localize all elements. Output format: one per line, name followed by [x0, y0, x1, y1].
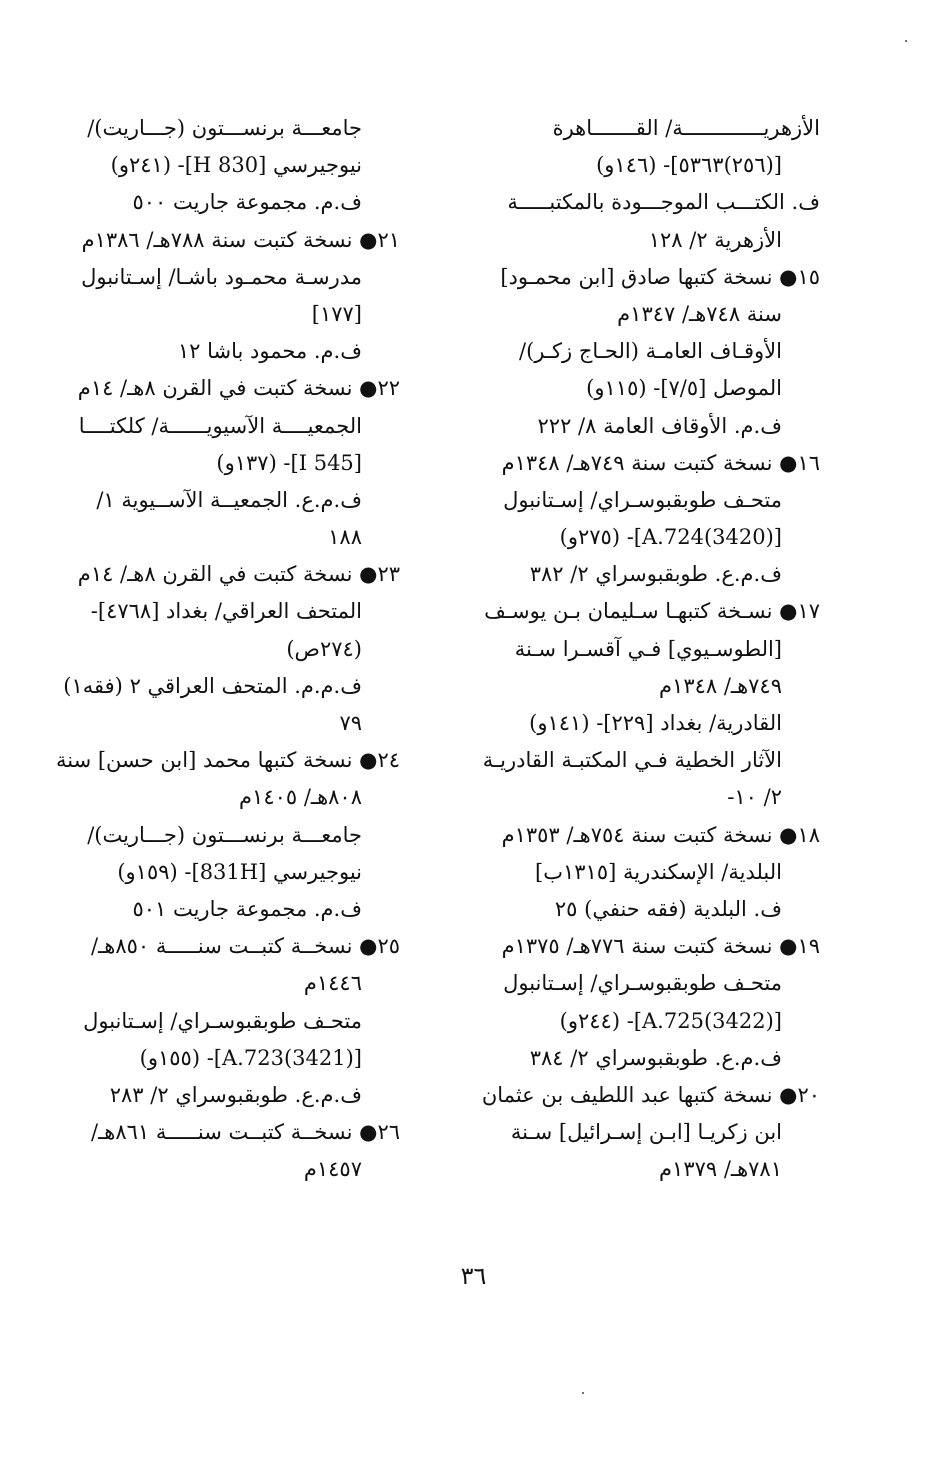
entry-detail-line: ١٤٥٧م	[303, 1157, 362, 1182]
entry-detail-line: سنة ٧٤٨هـ/ ١٣٤٧م	[617, 301, 782, 326]
entry-detail-line: جامعـــة برنســـتون (جـــاريت)/	[87, 822, 362, 847]
entry-detail-line: ف.م.ع. طوبقبوسراي ٢/ ٢٨٣	[109, 1082, 362, 1107]
entry-detail-line: الأزهرية ٢/ ١٢٨	[648, 227, 782, 252]
entry-detail-line: ف.م.ع. الجمعيــة الآســيوية ١/	[96, 487, 362, 512]
entry-detail-line: ف.م. محمود باشا ١٢	[177, 339, 362, 364]
entry-detail-line: متحـف طوبقبوسـراي/ إسـتانبول	[503, 487, 782, 512]
entry-detail-line: [I 545]- (١٣٧و)	[216, 450, 362, 475]
entry-detail-line: (٢٧٤ص)	[286, 636, 362, 661]
entry-detail-line: ف.م. مجموعة جاريت ٥٠٠	[132, 190, 362, 215]
entry-detail-line: ١٨٨	[328, 525, 362, 550]
entry-detail-line: المتحف العراقي/ بغداد [٤٧٦٨]-	[90, 599, 362, 624]
entry-detail-line: ١٤٤٦م	[303, 971, 362, 996]
entry-detail-line: القادرية/ بغداد [٢٢٩]- (١٤١و)	[529, 711, 782, 735]
entry-detail-line: [١٧٧]	[311, 301, 362, 326]
page-number: ٣٦	[460, 1262, 487, 1290]
entry-heading-line: ١٥● نسخة كتبها صادق [ابن محمـود]	[500, 264, 820, 289]
entry-detail-line: [(3421)A.723]- (١٥٥و)	[139, 1045, 362, 1070]
entry-detail-line: ف.م. مجموعة جاريت ٥٠١	[132, 896, 362, 921]
entry-detail-line: ف.م.ع. طوبقبوسراي ٢/ ٣٨٢	[529, 562, 782, 587]
entry-detail-line: [(3420)A.724]- (٢٧٥و)	[559, 525, 782, 550]
entry-heading-line: الأزهريـــــــــــــة/ القـــــــاهرة	[552, 116, 820, 140]
entry-detail-line: ٨٠٨هـ/ ١٤٠٥م	[239, 785, 362, 810]
entry-detail-line: ٧٩	[339, 711, 362, 735]
entry-heading-line: ٢٠● نسخة كتبها عبد اللطيف بن عثمان	[481, 1082, 820, 1107]
entry-heading-line: ٢١● نسخة كتبت سنة ٧٨٨هـ/ ١٣٨٦م	[81, 227, 400, 252]
left-column	[56, 110, 400, 1188]
entry-heading-line: ف. الكتـــب الموجـــودة بالمكتبـــــة	[507, 190, 820, 215]
right-column	[480, 110, 820, 1188]
entry-detail-line: متحـف طوبقبوسـراي/ إسـتانبول	[83, 1008, 362, 1033]
entry-detail-line: نيوجيرسي [830 H]- (٢٤١و)	[110, 153, 362, 178]
entry-detail-line: جامعـــة برنســـتون (جـــاريت)/	[87, 116, 362, 140]
entry-heading-line: ٢٢● نسخة كتبت في القرن ٨هـ/ ١٤م	[77, 376, 400, 401]
entry-detail-line: الأوقـاف العامـة (الحـاج زكـر)/	[519, 339, 782, 364]
entry-heading-line: ٢٦● نسخــة كتبــت سنـــــة ٨٦١هـ/	[91, 1120, 400, 1145]
entry-detail-line: الموصل [٧/٥]- (١١٥و)	[586, 376, 782, 401]
entry-detail-line: [(٢٥٦)٥٣٦٣]- (١٤٦و)	[596, 153, 782, 178]
entry-detail-line: ف.م.ع. طوبقبوسراي ٢/ ٣٨٤	[529, 1045, 782, 1070]
entry-detail-line: ابن زكريـا [ابـن إسـرائيل] سـنة	[510, 1120, 782, 1145]
entry-detail-line: ف.م.م. المتحف العراقي ٢ (فقه١)	[63, 673, 362, 698]
entry-detail-line: ٢/ ١٠-	[727, 785, 782, 810]
entry-heading-line: ٢٣● نسخة كتبت في القرن ٨هـ/ ١٤م	[77, 562, 400, 587]
entry-detail-line: ف. البلدية (فقه حنفي) ٢٥	[554, 896, 782, 921]
entry-heading-line: ٢٤● نسخة كتبها محمد [ابن حسن] سنة	[56, 748, 400, 773]
entry-detail-line: متحـف طوبقبوسـراي/ إسـتانبول	[503, 971, 782, 996]
entry-detail-line: [الطوسـيوي] فـي آقسـرا سـنة	[514, 636, 782, 661]
entry-heading-line: ١٨● نسخة كتبت سنة ٧٥٤هـ/ ١٣٥٣م	[501, 822, 820, 847]
entry-detail-line: [(3422)A.725]- (٢٤٤و)	[559, 1008, 782, 1033]
entry-detail-line: ٧٨١هـ/ ١٣٧٩م	[659, 1157, 782, 1182]
entry-heading-line: ١٦● نسخة كتبت سنة ٧٤٩هـ/ ١٣٤٨م	[501, 450, 820, 475]
entry-detail-line: ٧٤٩هـ/ ١٣٤٨م	[659, 673, 782, 698]
entry-detail-line: ف.م. الأوقاف العامة ٨/ ٢٢٢	[537, 413, 782, 438]
entry-heading-line: ٢٥● نسخــة كتبــت سنـــــة ٨٥٠هـ/	[91, 934, 400, 959]
entry-detail-line: البلدية/ الإسكندرية [١٣١٥ب]	[535, 859, 782, 884]
scan-speck	[582, 1392, 584, 1394]
entry-heading-line: ١٩● نسخة كتبت سنة ٧٧٦هـ/ ١٣٧٥م	[501, 934, 820, 959]
entry-detail-line: الجمعيــــة الآسيويــــــة/ كلكتــــا	[78, 413, 362, 438]
scan-speck	[905, 40, 907, 42]
entry-detail-line: نيوجيرسي [831H]- (١٥٩و)	[117, 859, 362, 884]
entry-detail-line: الآثار الخطية فـي المكتبـة القادريـة	[482, 748, 782, 773]
entry-detail-line: مدرسـة محمـود باشـا/ إسـتانبول	[81, 264, 362, 289]
entry-heading-line: ١٧● نسـخة كتبهـا سـليمان بـن يوسـف	[484, 599, 820, 624]
